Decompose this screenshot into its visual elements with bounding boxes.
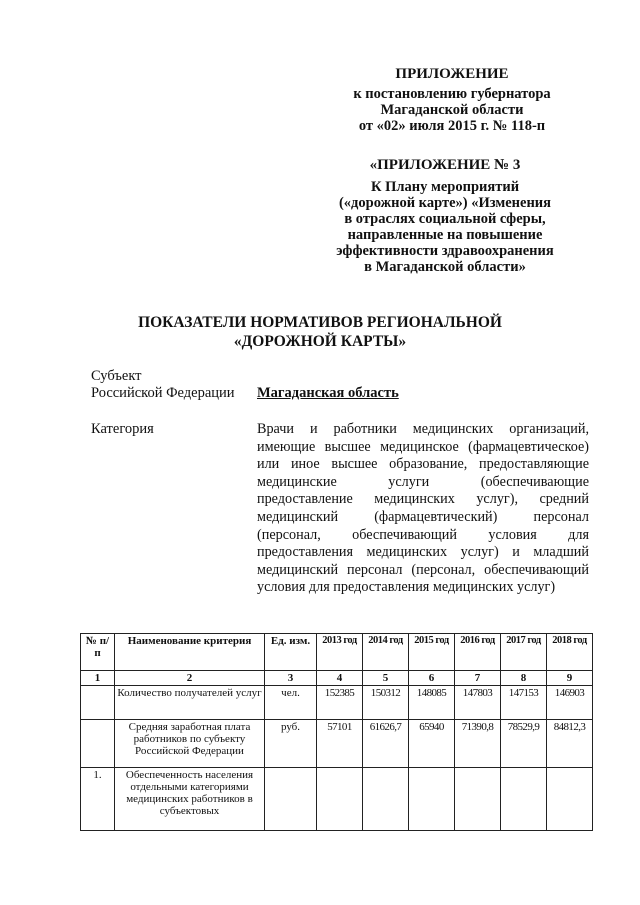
row-value	[501, 768, 547, 831]
column-number: 3	[265, 671, 317, 686]
approval-header	[342, 66, 562, 134]
appendix-title: ПРИЛОЖЕНИЕ	[395, 66, 509, 82]
header-unit: Ед. изм.	[265, 634, 317, 671]
column-number: 9	[547, 671, 593, 686]
row-name: Средняя заработная плата работников по субъекту Российской Федерации	[115, 720, 265, 768]
row-value: 71390,8	[455, 720, 501, 768]
table-header-row	[81, 634, 593, 671]
appendix-3-line: («дорожной карте») «Изменения	[338, 195, 552, 211]
document-title-line: ПОКАЗАТЕЛИ НОРМАТИВОВ РЕГИОНАЛЬНОЙ	[138, 314, 502, 331]
column-number: 1	[81, 671, 115, 686]
appendix-3-line: К Плану мероприятий	[370, 179, 520, 195]
row-value	[409, 768, 455, 831]
subject-label	[91, 368, 235, 402]
row-value: 84812,3	[547, 720, 593, 768]
appendix-3-line: эффективности здравоохранения	[336, 243, 554, 259]
row-value: 150312	[363, 686, 409, 720]
table-row	[81, 720, 593, 768]
row-value: 152385	[317, 686, 363, 720]
row-value: 146903	[547, 686, 593, 720]
row-value	[547, 768, 593, 831]
row-value: 147803	[455, 686, 501, 720]
table-row	[81, 686, 593, 720]
row-value: 61626,7	[363, 720, 409, 768]
appendix-3-title: «ПРИЛОЖЕНИЕ № 3	[369, 157, 521, 173]
row-value	[363, 768, 409, 831]
row-unit: руб.	[265, 720, 317, 768]
row-value: 148085	[409, 686, 455, 720]
approval-line: Магаданской области	[380, 102, 524, 118]
row-value: 57101	[317, 720, 363, 768]
document-title	[0, 313, 640, 351]
row-num: 1.	[81, 768, 115, 831]
subject-label-line: Субъект	[91, 368, 142, 384]
header-year: 2013 год	[317, 634, 363, 671]
column-number: 6	[409, 671, 455, 686]
row-value	[317, 768, 363, 831]
indicators-table	[80, 633, 593, 831]
column-number-row	[81, 671, 593, 686]
subject-value: Магаданская область	[257, 385, 399, 401]
appendix-3-line: в отраслях социальной сферы,	[344, 211, 546, 227]
appendix-3-line: направленные на повышение	[347, 227, 543, 243]
column-number: 2	[115, 671, 265, 686]
row-value: 147153	[501, 686, 547, 720]
row-num	[81, 720, 115, 768]
appendix-3-line: в Магаданской области»	[364, 259, 526, 275]
subject-label-line: Российской Федерации	[91, 385, 235, 401]
row-unit	[265, 768, 317, 831]
row-name: Обеспеченность населения отдельными категориями медицинских работников в субъектовых	[115, 768, 265, 831]
row-value: 65940	[409, 720, 455, 768]
header-year: 2018 год	[547, 634, 593, 671]
header-num: № п/п	[81, 634, 115, 671]
row-value	[455, 768, 501, 831]
column-number: 5	[363, 671, 409, 686]
header-year: 2015 год	[409, 634, 455, 671]
document-title-line: «ДОРОЖНОЙ КАРТЫ»	[233, 333, 407, 350]
approval-line: к постановлению губернатора	[353, 86, 551, 102]
category-value: Врачи и работники медицинских организаций, имеющие высшее медицинское (фармацевтическое) или иное высшее образование, предоставляющие медицинские услуги (обеспечивающие предоставление медицинских услуг), средний медицинский (фармацевтический) персонал (персонал, обеспечивающий условия для предоставления медицинских услуг) и младший медицинский персонал (персонал, обеспечивающий условия для предоставления медицинских услуг)	[257, 421, 589, 596]
header-name: Наименование критерия	[115, 634, 265, 671]
approval-line: от «02» июля 2015 г. № 118-п	[358, 118, 546, 134]
appendix-3-header	[310, 157, 580, 275]
row-num	[81, 686, 115, 720]
row-value: 78529,9	[501, 720, 547, 768]
header-year: 2016 год	[455, 634, 501, 671]
column-number: 7	[455, 671, 501, 686]
table-row	[81, 768, 593, 831]
header-year: 2014 год	[363, 634, 409, 671]
category-label: Категория	[91, 421, 154, 437]
column-number: 4	[317, 671, 363, 686]
row-unit: чел.	[265, 686, 317, 720]
column-number: 8	[501, 671, 547, 686]
row-name: Количество получателей услуг	[115, 686, 265, 720]
header-year: 2017 год	[501, 634, 547, 671]
